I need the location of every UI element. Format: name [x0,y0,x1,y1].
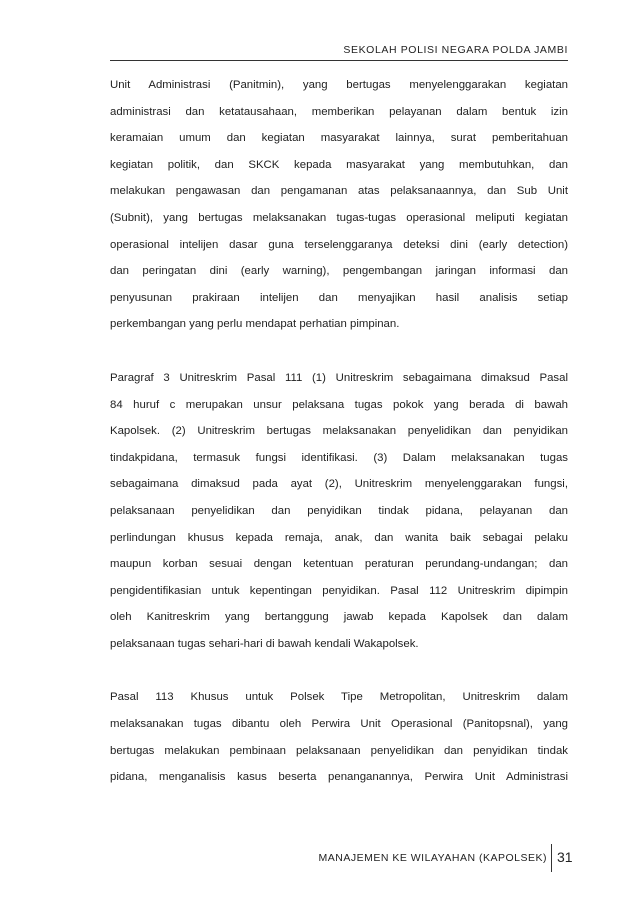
text-line: bertugas melakukan pembinaan pelaksanaan penyelidikan dan penyidikan tindak [110,744,568,757]
text-line: pelaksanaan penyelidikan dan penyidikan tindak pidana, pelayanan dan [110,504,568,517]
document-body [110,72,568,791]
text-line: sebagaimana dimaksud pada ayat (2), Unitreskrim menyelenggarakan fungsi, [110,478,568,491]
text-line: Paragraf 3 Unitreskrim Pasal 111 (1) Unitreskrim sebagaimana dimaksud Pasal [110,371,568,384]
paragraph-spacer [110,657,568,684]
text-line: penyusunan prakiraan intelijen dan menyajikan hasil analisis setiap [110,291,568,304]
text-line: operasional intelijen dasar guna terselenggaranya deteksi dini (early detection) [110,238,568,251]
text-line: melaksanakan tugas dibantu oleh Perwira Unit Operasional (Panitopsnal), yang [110,718,568,731]
text-line: Unit Administrasi (Panitmin), yang bertugas menyelenggarakan kegiatan [110,79,568,91]
footer-divider [551,844,552,872]
text-line: Kapolsek. (2) Unitreskrim bertugas melaksanakan penyelidikan dan penyidikan [110,425,568,438]
paragraph-1 [110,72,568,338]
text-line: perlindungan khusus kepada remaja, anak, dan wanita baik sebagai pelaku [110,531,568,544]
paragraph-spacer [110,338,568,365]
text-line: pelaksanaan tugas sehari-hari di bawah kendali Wakapolsek. [110,637,419,650]
text-line: tindakpidana, termasuk fungsi identifikasi. (3) Dalam melaksanakan tugas [110,451,568,464]
text-line: dan peringatan dini (early warning), pengembangan jaringan informasi dan [110,265,568,278]
page-number: 31 [557,849,573,865]
text-line: melakukan pengawasan dan pengamanan atas pelaksanaannya, dan Sub Unit [110,185,568,198]
text-line: 84 huruf c merupakan unsur pelaksana tugas pokok yang berada di bawah [110,398,568,411]
header-title: SEKOLAH POLISI NEGARA POLDA JAMBI [343,44,568,56]
text-line: keramaian umum dan kegiatan masyarakat lainnya, surat pemberitahuan [110,132,568,145]
text-line: Pasal 113 Khusus untuk Polsek Tipe Metropolitan, Unitreskrim dalam [110,691,568,704]
paragraph-3 [110,684,568,790]
page-header [110,44,568,61]
paragraph-2 [110,365,568,658]
text-line: administrasi dan ketatausahaan, memberikan pelayanan dalam bentuk izin [110,105,568,118]
text-line: kegiatan politik, dan SKCK kepada masyarakat yang membutuhkan, dan [110,158,568,171]
text-line: maupun korban sesuai dengan ketentuan peraturan perundang-undangan; dan [110,558,568,571]
text-line: pengidentifikasian untuk kepentingan penyidikan. Pasal 112 Unitreskrim dipimpin [110,584,568,597]
footer-title: MANAJEMEN KE WILAYAHAN (KAPOLSEK) [318,852,547,864]
page-footer [0,844,638,876]
text-line: perkembangan yang perlu mendapat perhatian pimpinan. [110,318,400,331]
text-line: oleh Kanitreskrim yang bertanggung jawab kepada Kapolsek dan dalam [110,611,568,624]
text-line: (Subnit), yang bertugas melaksanakan tugas-tugas operasional meliputi kegiatan [110,211,568,224]
text-line: pidana, menganalisis kasus beserta penanganannya, Perwira Unit Administrasi [110,771,568,784]
